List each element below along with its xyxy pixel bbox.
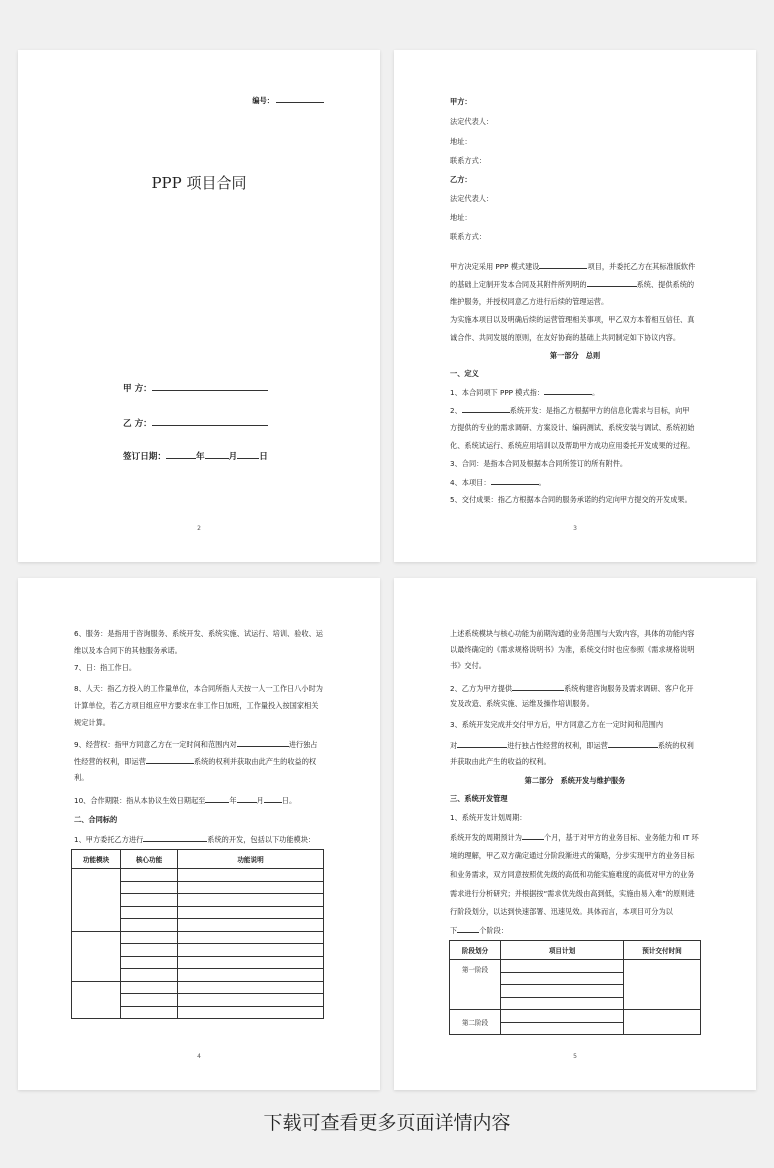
party-a-label: 甲 方： — [123, 384, 152, 394]
text: 。 — [538, 478, 546, 487]
table-cell — [178, 906, 324, 919]
table-cell — [121, 981, 178, 994]
sign-date-field — [123, 448, 268, 462]
clause-line: 发及改造、系统实施、运维及操作培训服务。 — [450, 699, 594, 708]
definition-2 — [450, 404, 700, 416]
clause-line — [450, 739, 700, 751]
table-cell — [178, 981, 324, 994]
definition-4 — [450, 476, 700, 488]
text: 系统开发的周期预计为 — [450, 833, 522, 842]
page-number: 2 — [197, 525, 201, 532]
intro-line — [450, 278, 700, 290]
table-cell — [501, 972, 624, 985]
table-cell — [121, 956, 178, 969]
page-number: 5 — [573, 1053, 577, 1060]
text: 2、乙方为甲方提供 — [450, 684, 513, 693]
clause-line — [74, 794, 324, 806]
text: 进行独占性经营的权利，即运营 — [507, 741, 608, 750]
contract-title: PPP 项目合同 — [151, 174, 247, 192]
section-definitions: 一、定义 — [450, 369, 479, 378]
clause-line: 3、系统开发完成并交付甲方后，甲方同意乙方在一定时间和范围内 — [450, 720, 664, 729]
blank — [491, 476, 539, 485]
definition-2-cont: 方提供的专业的需求调研、方案设计、编码测试、系统安装与调试、系统初始 — [450, 423, 695, 432]
clause-line: 7、日：指工作日。 — [74, 663, 137, 672]
section-dev-management: 三、系统开发管理 — [450, 794, 508, 803]
intro-line: 诚合作、共同发展的原则，在友好协商的基础上共同制定如下协议内容。 — [450, 333, 681, 342]
blank — [264, 794, 282, 803]
number-label: 编号： — [252, 96, 274, 105]
contact-b: 联系方式： — [450, 232, 486, 241]
text: 个阶段： — [479, 926, 508, 935]
day-label: 日 — [259, 452, 268, 462]
legal-rep-a: 法定代表人： — [450, 117, 494, 126]
table-cell — [121, 931, 178, 944]
intro-line: 为实施本项目以及明确后续的运营管理相关事项，甲乙双方本着相互信任、真 — [450, 315, 695, 324]
clause-line: 1、系统开发计划周期： — [450, 813, 527, 822]
table-cell — [624, 1010, 701, 1035]
page-services — [18, 578, 380, 1090]
table-cell — [121, 919, 178, 932]
table-cell — [178, 1006, 324, 1019]
text: 1、本合同项下 PPP 模式指： — [450, 388, 545, 397]
text: 系统开发：是指乙方根据甲方的信息化需求与目标，向甲 — [509, 406, 690, 415]
table-cell — [72, 981, 121, 1019]
blank — [457, 924, 479, 933]
text: 2、 — [450, 406, 462, 415]
clause-line — [74, 738, 324, 750]
page-definitions — [394, 50, 756, 562]
text: 1、甲方委托乙方进行 — [74, 835, 144, 844]
clause-line: 并获取由此产生的收益的权利。 — [450, 757, 551, 766]
blank — [587, 278, 637, 287]
text: 系统的权利并获取由此产生的收益的权 — [193, 757, 317, 766]
clause-line: 上述系统模块与核心功能为前期沟通的业务范围与大致内容，具体的功能内容 — [450, 629, 695, 638]
table-cell — [72, 931, 121, 981]
number-blank — [276, 94, 324, 103]
text: 日。 — [281, 796, 297, 805]
blank — [522, 831, 544, 840]
month-blank — [205, 448, 229, 459]
text: 进行独占 — [288, 740, 318, 749]
table-cell — [121, 894, 178, 907]
party-b-heading: 乙方： — [450, 175, 472, 184]
year-blank — [166, 448, 196, 459]
clause-line — [74, 833, 324, 845]
definition-3: 3、合同：是指本合同及根据本合同所签订的所有附件。 — [450, 459, 628, 468]
clause-line: 和业务需求，双方同意按照优先级的高低和功能实施难度的高低对甲方的业务 — [450, 870, 695, 879]
clause-line: 书》交付。 — [450, 661, 486, 670]
stage-2-cell: 第二阶段 — [450, 1010, 501, 1035]
definition-2-cont: 化、系统试运行、系统应用培训以及帮助甲方成功应用委托开发成果的过程。 — [450, 441, 695, 450]
stage-plan-table — [449, 940, 701, 1035]
table-cell — [178, 894, 324, 907]
sign-date-label: 签订日期： — [123, 452, 166, 462]
clause-line: 6、服务：是指用于咨询服务、系统开发、系统实施、试运行、培训、验收、运 — [74, 629, 323, 638]
blank — [237, 794, 257, 803]
table-cell — [178, 919, 324, 932]
blank — [539, 260, 587, 269]
table-cell — [178, 869, 324, 882]
download-more-banner[interactable]: 下载可查看更多页面详情内容 — [263, 1112, 511, 1134]
table-cell — [624, 960, 701, 1010]
table-header: 预计交付时间 — [624, 941, 701, 960]
table-cell — [121, 881, 178, 894]
table-header: 功能模块 — [72, 850, 121, 869]
month-label: 月 — [228, 452, 238, 462]
blank — [608, 739, 658, 748]
party-b-blank — [152, 415, 268, 426]
table-header: 功能说明 — [178, 850, 324, 869]
table-cell — [121, 969, 178, 982]
table-cell — [501, 1010, 624, 1023]
party-a-heading: 甲方： — [450, 97, 472, 106]
page-development — [394, 578, 756, 1090]
table-cell — [501, 985, 624, 998]
text: 的基础上定制开发本合同及其附件所列明的 — [450, 280, 587, 289]
text: 9、经营权：指甲方同意乙方在一定时间和范围内对 — [74, 740, 237, 749]
table-cell — [178, 944, 324, 957]
text: 个月，基于对甲方的业务目标、业务能力和 IT 环 — [543, 833, 699, 842]
party-a-blank — [152, 380, 268, 391]
clause-line: 规定计算。 — [74, 718, 110, 727]
clause-line — [450, 682, 700, 694]
blank — [143, 833, 207, 842]
text: 。 — [592, 388, 600, 397]
party-a-field — [123, 380, 268, 394]
blank — [146, 755, 194, 764]
section-subject: 二、合同标的 — [74, 815, 118, 824]
table-cell — [178, 994, 324, 1007]
blank — [457, 739, 507, 748]
clause-line: 以最终确定的《需求规格说明书》为准，系统交付时也应参照《需求规格说明 — [450, 645, 695, 654]
clause-line: 8、人天：指乙方投入的工作量单位，本合同所指人天按一人一工作日八小时为 — [74, 684, 323, 693]
text: 4、本项目： — [450, 478, 491, 487]
text: 10、合作期限：指从本协议生效日期起至 — [74, 796, 206, 805]
blank — [512, 682, 564, 691]
text: 性经营的权利，即运营 — [74, 757, 146, 766]
contract-number-field — [252, 94, 324, 106]
table-cell — [121, 994, 178, 1007]
party-b-field — [123, 415, 268, 429]
table-cell — [178, 881, 324, 894]
text: 对 — [450, 741, 458, 750]
clause-line: 行阶段划分，以达到快速部署、迅速见效。具体而言，本项目可分为以 — [450, 907, 673, 916]
blank — [237, 738, 289, 747]
table-header: 阶段划分 — [450, 941, 501, 960]
year-label: 年 — [195, 452, 205, 462]
stage-1-cell: 第一阶段 — [450, 960, 501, 1010]
table-cell — [178, 956, 324, 969]
table-cell — [501, 960, 624, 973]
blank — [205, 794, 229, 803]
clause-line: 境的理解，甲乙双方确定通过分阶段渐进式的策略，分步实现甲方的业务目标 — [450, 851, 695, 860]
clause-line: 需求进行分析研究；并根据按“需求优先级由高到低，实施由易入难”的原则进 — [450, 889, 695, 898]
definition-1 — [450, 386, 700, 398]
table-cell — [121, 869, 178, 882]
clause-line — [450, 831, 700, 843]
table-header: 核心功能 — [121, 850, 178, 869]
table-cell — [501, 1022, 624, 1035]
clause-line: 维以及本合同下的其他服务承诺。 — [74, 646, 182, 655]
blank — [544, 386, 592, 395]
table-cell — [121, 1006, 178, 1019]
legal-rep-b: 法定代表人： — [450, 194, 494, 203]
table-cell — [121, 944, 178, 957]
party-b-label: 乙 方： — [123, 419, 152, 429]
clause-line: 计算单位，若乙方项目组应甲方要求在非工作日加班，工作量投入按国家相关 — [74, 701, 319, 710]
text: 项目，并委托乙方在其标准版软件 — [587, 262, 696, 271]
table-cell — [72, 869, 121, 932]
text: 下 — [450, 926, 458, 935]
table-cell — [121, 906, 178, 919]
part1-title: 第一部分 总则 — [549, 351, 601, 360]
text: 甲方决定采用 PPP 模式建设 — [450, 262, 540, 271]
table-cell — [178, 969, 324, 982]
text: 系统构建咨询服务及需求调研、客户化开 — [564, 684, 694, 693]
part2-title: 第二部分 系统开发与维护服务 — [524, 776, 626, 785]
page-number: 3 — [573, 525, 577, 532]
table-cell — [178, 931, 324, 944]
function-module-table — [71, 849, 324, 1019]
definition-5: 5、交付成果：指乙方根据本合同的服务承诺的约定向甲方提交的开发成果。 — [450, 495, 692, 504]
text: 年 — [229, 796, 237, 805]
intro-line: 维护服务，并授权同意乙方进行后续的管理运营。 — [450, 297, 609, 306]
page-cover — [18, 50, 380, 562]
text: 系统的权利 — [657, 741, 694, 750]
text: 系统、提供系统的 — [636, 280, 695, 289]
contact-a: 联系方式： — [450, 156, 486, 165]
text: 系统的开发，包括以下功能模块： — [207, 835, 316, 844]
blank — [462, 404, 510, 413]
address-a: 地址： — [450, 137, 472, 146]
table-cell — [501, 997, 624, 1010]
table-header: 项目计划 — [501, 941, 624, 960]
address-b: 地址： — [450, 213, 472, 222]
clause-line — [450, 924, 700, 936]
page-number: 4 — [197, 1053, 201, 1060]
intro-line — [450, 260, 700, 272]
text: 月 — [256, 796, 264, 805]
clause-line — [74, 755, 324, 767]
day-blank — [237, 448, 259, 459]
clause-line: 利。 — [74, 773, 89, 782]
